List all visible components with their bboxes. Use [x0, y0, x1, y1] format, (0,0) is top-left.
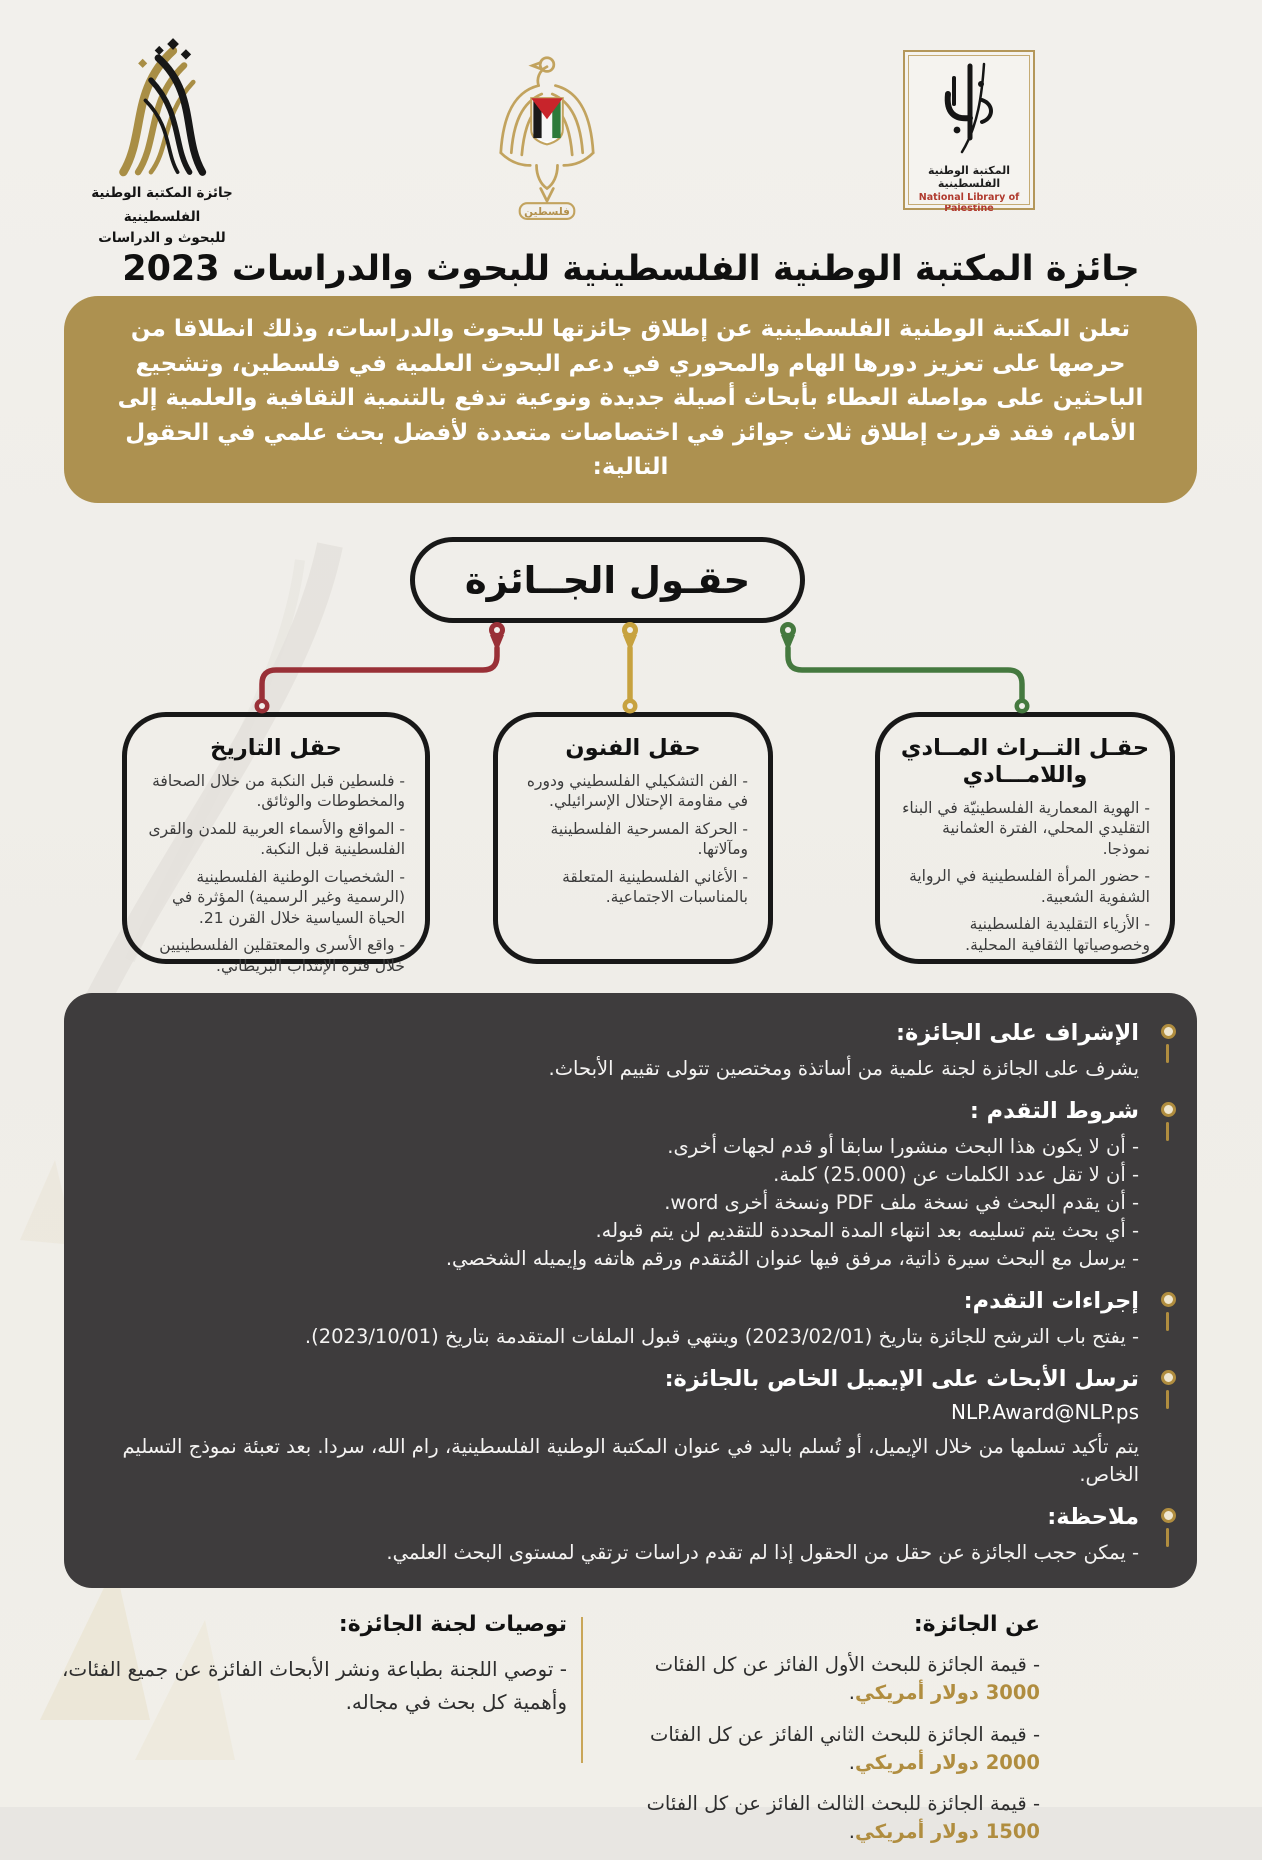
prize-amount: 1500 دولار أمريكي — [854, 1820, 1040, 1844]
field-history-title: حقل التاريخ — [210, 735, 342, 761]
section-line: يشرف على الجائزة لجنة علمية من أساتذة ومختصين تتولى تقييم الأبحاث. — [548, 1057, 1139, 1080]
field-arts-items — [514, 771, 748, 908]
emblem-banner-text: فلسطين — [524, 205, 570, 218]
prize-period: . — [848, 1820, 855, 1844]
section-line: - أن لا تقل عدد الكلمات عن (25.000) كلمة. — [773, 1163, 1139, 1186]
prize-text: - قيمة الجائزة للبحث الثالث الفائز عن كل الفئات — [646, 1792, 1040, 1816]
library-calligraphy-icon — [924, 60, 1014, 158]
page-title: جائزة المكتبة الوطنية الفلسطينية للبحوث والدراسات 2023 — [122, 249, 1140, 290]
award-logo-caption-line2: للبحوث و الدراسات — [98, 230, 226, 247]
pin-gold-icon — [622, 622, 638, 652]
prize-text: - قيمة الجائزة للبحث الأول الفائز عن كل الفئات — [654, 1653, 1040, 1676]
list-item: - الحركة المسرحية الفلسطينية ومآلاتها. — [550, 819, 748, 859]
prize-text: - قيمة الجائزة للبحث الثاني الفائز عن كل الفئات — [649, 1722, 1040, 1746]
field-box-history — [122, 712, 430, 975]
list-item: - الشخصيات الوطنية الفلسطينية (الرسمية وغير الرسمية) المؤثرة في الحياة السياسية خلال القرن 21. — [172, 867, 405, 927]
pin-red-icon — [489, 622, 505, 652]
field-heritage-items — [896, 798, 1150, 955]
section-line: - يرسل مع البحث سيرة ذاتية، مرفق فيها عنوان المُتقدم ورقم هاتفه وإيميله الشخصي. — [445, 1247, 1139, 1270]
national-library-logo — [903, 50, 1035, 214]
list-item: - الأغاني الفلسطينية المتعلقة بالمناسبات الاجتماعية. — [562, 867, 748, 907]
list-item: - المواقع والأسماء العربية للمدن والقرى الفلسطينية قبل النكبة. — [148, 819, 405, 859]
prize-line-third — [625, 1790, 1040, 1847]
field-history-items — [143, 771, 405, 976]
section-supervision — [110, 1019, 1139, 1083]
library-name-english: National Library of Palestine — [918, 192, 1020, 214]
field-box-heritage — [875, 712, 1175, 964]
field-arts-title: حقل الفنون — [565, 735, 701, 761]
section-line: - يمكن حجب الجائزة عن حقل من الحقول إذا لم تقدم دراسات ترتقي لمستوى البحث العلمي. — [386, 1541, 1139, 1564]
section-heading: الإشراف على الجائزة: — [110, 1019, 1139, 1047]
section-line: - أن لا يكون هذا البحث منشورا سابقا أو قدم لجهات أخرى. — [667, 1135, 1139, 1158]
about-award-heading: عن الجائزة: — [913, 1612, 1040, 1637]
section-heading: إجراءات التقدم: — [110, 1287, 1139, 1315]
award-fields-root-label: حقـول الجــائزة — [464, 558, 751, 602]
prize-line-first — [625, 1651, 1040, 1708]
intro-panel — [64, 296, 1197, 503]
prize-amount: 3000 دولار أمريكي — [854, 1681, 1040, 1705]
recommendations-section — [55, 1612, 567, 1719]
palestine-eagle-emblem — [462, 52, 632, 224]
section-lines — [110, 1133, 1139, 1273]
section-line: يتم تأكيد تسلمها من خلال الإيميل، أو تُسلم باليد في عنوان المكتبة الوطنية الفلسطينية، رام الله، سردا. بعد تعبئة نموذج التسليم الخاص. — [122, 1435, 1139, 1486]
recommendations-text: - توصي اللجنة بطباعة ونشر الأبحاث الفائزة عن جميع الفئات، وأهمية كل بحث في مجاله. — [61, 1657, 567, 1714]
intro-text: تعلن المكتبة الوطنية الفلسطينية عن إطلاق جائزتها للبحوث والدراسات، وذلك انطلاقا من حرصها على تعزيز دورها الهام والمحوري في دعم البحوث العلمية في فلسطين، وتشجيع الباحثين على مواصلة العطاء بأبحاث أصيلة جديدة ونوعية تدفع بالتنمية الثقافية والعلمية إلى الأمام، فقد قررت إطلاق ثلاث جوائز في اختصاصات متعددة لأفضل بحث علمي في الحقول التالية: — [117, 316, 1144, 480]
award-email-address: NLP.Award@NLP.ps — [951, 1400, 1139, 1424]
pin-green-icon — [780, 622, 796, 652]
list-item: - فلسطين قبل النكبة من خلال الصحافة والمخطوطات والوثائق. — [152, 772, 405, 811]
prize-period: . — [848, 1750, 855, 1774]
section-line: - يفتح باب الترشح للجائزة بتاريخ (2023/02/01) وينتهي قبول الملفات المتقدمة بتاريخ (2023/10/01). — [304, 1325, 1139, 1348]
section-line: - أن يقدم البحث في نسخة ملف PDF ونسخة أخرى word. — [664, 1191, 1139, 1214]
section-heading: شروط التقدم : — [110, 1097, 1139, 1125]
list-item: - حضور المرأة الفلسطينية في الرواية الشفوية الشعبية. — [909, 867, 1150, 906]
award-logo-caption-line1: جائزة المكتبة الوطنية الفلسطينية — [91, 185, 233, 225]
prize-line-second — [625, 1721, 1040, 1778]
prize-amount: 2000 دولار أمريكي — [854, 1750, 1040, 1774]
prize-period: . — [848, 1681, 855, 1705]
list-item: - واقع الأسرى والمعتقلين الفلسطينيين خلال فترة الإنتداب البريطاني. — [159, 936, 405, 975]
field-heritage-title: حقـل التــراث المــادي واللامـــادي — [900, 735, 1150, 788]
award-logo — [72, 36, 252, 251]
award-calligraphy-icon — [87, 36, 237, 174]
section-procedures — [110, 1287, 1139, 1351]
section-heading: ترسل الأبحاث على الإيميل الخاص بالجائزة: — [110, 1365, 1139, 1393]
section-email — [110, 1365, 1139, 1489]
recommendations-heading: توصيات لجنة الجائزة: — [338, 1612, 567, 1637]
field-box-arts — [493, 712, 773, 964]
list-item: - الفن التشكيلي الفلسطيني ودوره في مقاومة الإحتلال الإسرائيلي. — [526, 772, 748, 811]
eagle-icon — [467, 52, 627, 220]
footer-divider — [581, 1617, 583, 1763]
award-fields-root-box — [410, 537, 805, 623]
details-panel — [64, 993, 1197, 1588]
about-award-section — [625, 1612, 1040, 1860]
section-conditions — [110, 1097, 1139, 1273]
section-note — [110, 1503, 1139, 1567]
list-item: - الأزياء التقليدية الفلسطينية وخصوصياتها الثقافية المحلية. — [965, 915, 1150, 954]
library-name-arabic: المكتبة الوطنية الفلسطينية — [928, 164, 1010, 190]
section-heading: ملاحظة: — [110, 1503, 1139, 1531]
section-line: - أي بحث يتم تسليمه بعد انتهاء المدة المحددة للتقديم لن يتم قبوله. — [595, 1219, 1139, 1242]
list-item: - الهوية المعمارية الفلسطينيّة في البناء التقليدي المحلي، الفترة العثمانية نموذجا. — [902, 799, 1150, 858]
